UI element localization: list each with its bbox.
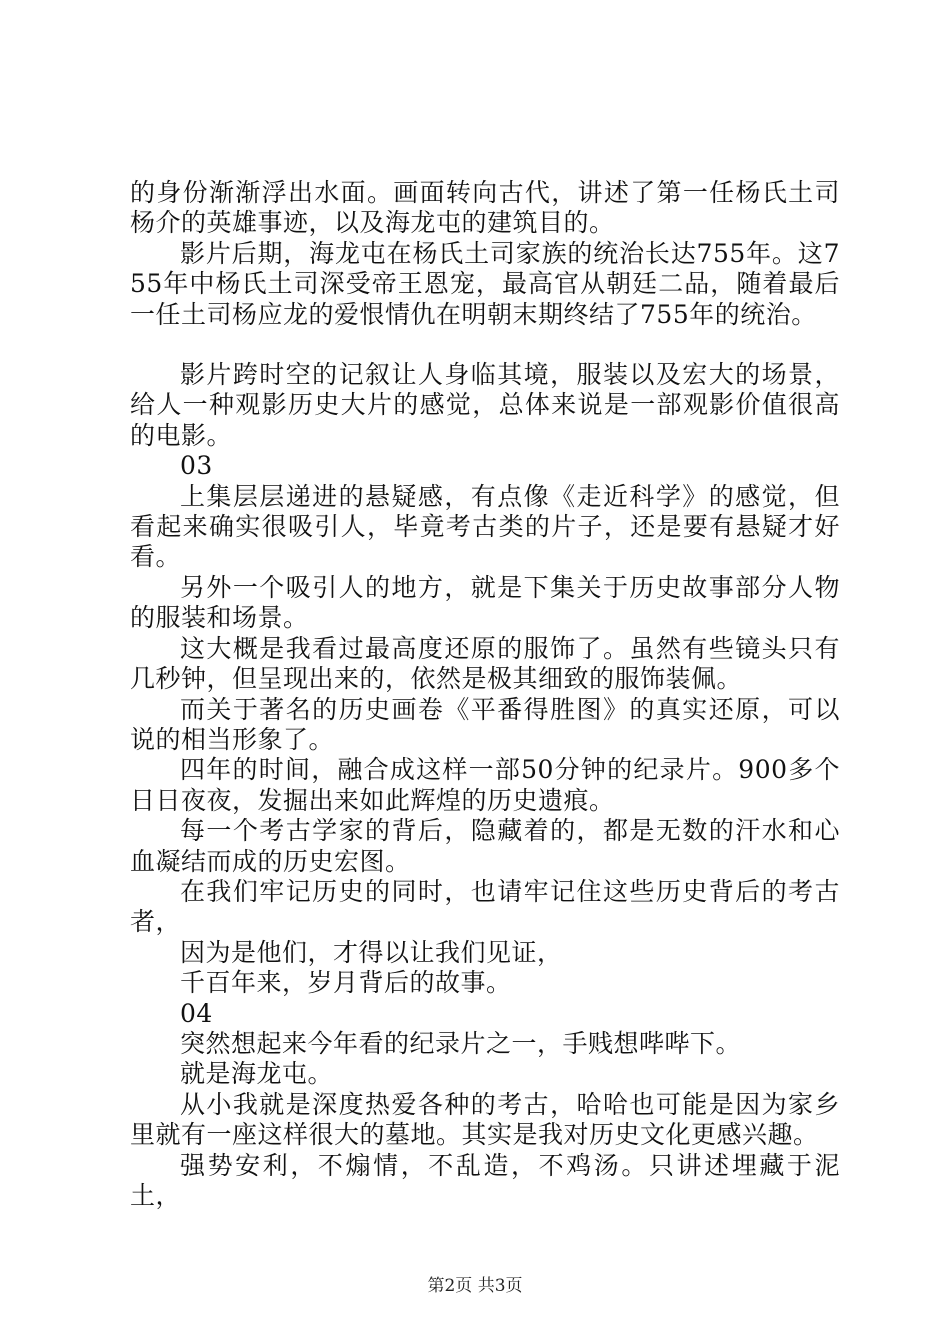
page-footer: 第2页 共3页 <box>427 1276 523 1296</box>
paragraph-2: 影片后期，海龙屯在杨氏土司家族的统治长达755年。这755年中杨氏土司深受帝王恩宠，最高官从朝廷二品，随着最后一任土司杨应龙的爱恨情仇在明朝末期终结了755年的统治。 <box>130 238 840 329</box>
paragraph-13: 千百年来，岁月背后的故事。 <box>180 968 512 998</box>
paragraph-7: 这大概是我看过最高度还原的服饰了。虽然有些镜头只有几秒钟，但呈现出来的，依然是极其细致的服饰装佩。 <box>130 633 840 694</box>
paragraph-17: 从小我就是深度热爱各种的考古，哈哈也可能是因为家乡里就有一座这样很大的墓地。其实是我对历史文化更感兴趣。 <box>130 1089 840 1150</box>
paragraph-16: 就是海龙屯。 <box>180 1059 334 1089</box>
section-number-04: 04 <box>180 998 213 1028</box>
paragraph-5: 上集层层递进的悬疑感，有点像《走近科学》的感觉，但看起来确实很吸引人，毕竟考古类的片子，还是要有悬疑才好看。 <box>130 481 840 572</box>
paragraph-1: 的身份渐渐浮出水面。画面转向古代，讲述了第一任杨氏土司杨介的英雄事迹，以及海龙屯的建筑目的。 <box>130 178 840 238</box>
paragraph-18: 强势安利，不煽情，不乱造，不鸡汤。只讲述埋藏于泥土， <box>130 1150 840 1210</box>
section-number-03: 03 <box>180 451 213 481</box>
paragraph-11: 在我们牢记历史的同时，也请牢记住这些历史背后的考古者， <box>130 876 840 937</box>
paragraph-10: 每一个考古学家的背后，隐藏着的，都是无数的汗水和心血凝结而成的历史宏图。 <box>130 816 840 876</box>
paragraph-3: 影片跨时空的记叙让人身临其境，服装以及宏大的场景，给人一种观影历史大片的感觉，总体来说是一部观影价值很高的电影。 <box>130 360 840 450</box>
paragraph-9: 四年的时间，融合成这样一部50分钟的纪录片。900多个日日夜夜，发掘出来如此辉煌的历史遗痕。 <box>130 755 840 815</box>
paragraph-15: 突然想起来今年看的纪录片之一，手贱想哔哔下。 <box>180 1028 742 1058</box>
paragraph-6: 另外一个吸引人的地方，就是下集关于历史故事部分人物的服装和场景。 <box>130 572 840 633</box>
paragraph-8: 而关于著名的历史画卷《平番得胜图》的真实还原，可以说的相当形象了。 <box>130 694 840 754</box>
document-body <box>130 178 840 1211</box>
paragraph-12: 因为是他们，才得以让我们见证， <box>180 937 563 967</box>
